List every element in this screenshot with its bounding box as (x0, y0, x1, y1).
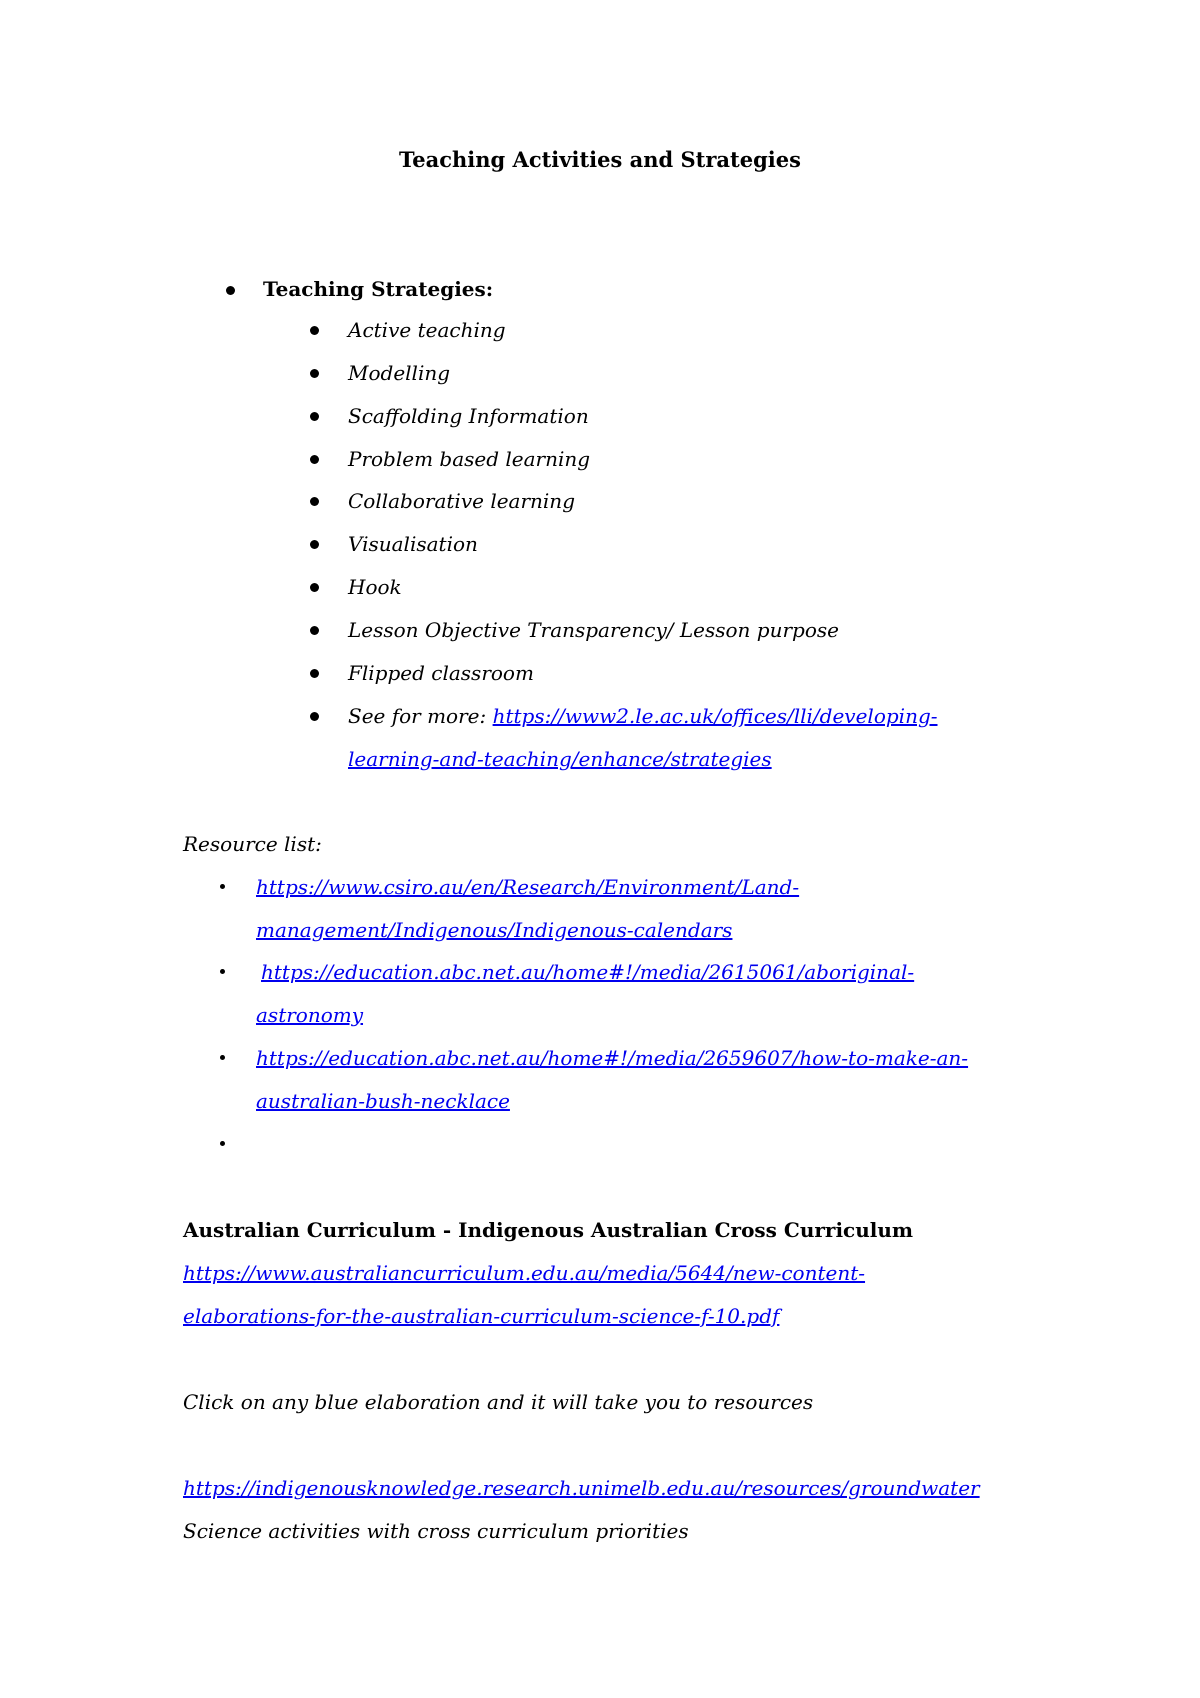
resource-item (261, 958, 914, 986)
curriculum-link-continued[interactable]: elaborations-for-the-australian-curriculum-science-f-10.pdf (183, 1304, 780, 1328)
strategy-item: Modelling (348, 361, 451, 385)
bullet-icon (226, 286, 235, 295)
strategy-item: Flipped classroom (348, 661, 534, 685)
curriculum-note: Click on any blue elaboration and it will take you to resources (183, 1390, 814, 1414)
bullet-icon (220, 1055, 225, 1060)
resource-item-continued (256, 916, 732, 944)
bullet-icon (310, 626, 319, 635)
resource-item (256, 1044, 968, 1072)
bullet-icon (220, 884, 225, 889)
resource-item-continued (256, 1087, 510, 1115)
resource-list-label: Resource list: (183, 832, 322, 856)
curriculum-heading: Australian Curriculum - Indigenous Australian Cross Curriculum (183, 1218, 914, 1242)
document-title: Teaching Activities and Strategies (399, 147, 801, 172)
bullet-icon (310, 712, 319, 721)
curriculum-link-row (183, 1259, 865, 1287)
bullet-icon (310, 455, 319, 464)
bullet-icon (310, 326, 319, 335)
resource-item-continued (256, 1001, 363, 1029)
see-more-row-continued (348, 745, 772, 773)
groundwater-link-row (183, 1474, 980, 1502)
bullet-icon (220, 1141, 225, 1146)
see-more-row (348, 702, 938, 730)
bullet-icon (310, 540, 319, 549)
abc-necklace-link[interactable]: https://education.abc.net.au/home#!/media/2659607/how-to-make-an- (256, 1046, 969, 1070)
bullet-icon (310, 583, 319, 592)
strategies-link[interactable]: https://www2.le.ac.uk/offices/lli/developing- (492, 704, 938, 728)
strategy-item: Collaborative learning (348, 489, 575, 513)
abc-astronomy-link[interactable]: https://education.abc.net.au/home#!/media/2615061/aboriginal- (261, 960, 915, 984)
strategy-item: Lesson Objective Transparency/ Lesson purpose (348, 618, 839, 642)
curriculum-link-row-continued (183, 1302, 779, 1330)
strategies-heading: Teaching Strategies: (263, 277, 494, 301)
strategies-link-continued[interactable]: learning-and-teaching/enhance/strategies (348, 747, 772, 771)
groundwater-caption: Science activities with cross curriculum priorities (183, 1519, 689, 1543)
strategy-item: Problem based learning (348, 447, 591, 471)
curriculum-link[interactable]: https://www.australiancurriculum.edu.au/media/5644/new-content- (183, 1261, 866, 1285)
groundwater-link[interactable]: https://indigenousknowledge.research.unimelb.edu.au/resources/groundwater (183, 1476, 980, 1500)
bullet-icon (220, 969, 225, 974)
strategy-item: Hook (348, 575, 402, 599)
bullet-icon (310, 369, 319, 378)
csiro-link-continued[interactable]: management/Indigenous/Indigenous-calendars (256, 918, 733, 942)
abc-necklace-link-continued[interactable]: australian-bush-necklace (256, 1089, 510, 1113)
see-more-label: See for more: (348, 704, 493, 728)
bullet-icon (310, 497, 319, 506)
strategy-item: Visualisation (348, 532, 478, 556)
bullet-icon (310, 412, 319, 421)
resource-item (256, 873, 799, 901)
bullet-icon (310, 669, 319, 678)
strategy-item: Active teaching (348, 318, 506, 342)
abc-astronomy-link-continued[interactable]: astronomy (256, 1003, 364, 1027)
strategy-item: Scaffolding Information (348, 404, 589, 428)
csiro-link[interactable]: https://www.csiro.au/en/Research/Environment/Land- (256, 875, 800, 899)
